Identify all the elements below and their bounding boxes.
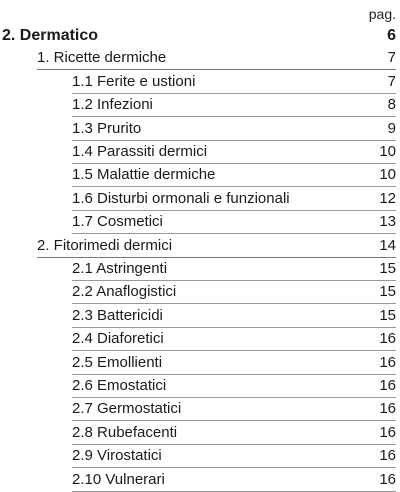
toc-subsection-row[interactable] bbox=[72, 281, 396, 304]
toc-entry-title: 2.10 Vulnerari bbox=[72, 470, 165, 488]
toc-subsection-row[interactable] bbox=[72, 422, 396, 445]
toc-page-number: 15 bbox=[379, 283, 396, 301]
toc-entry-title: 1.2 Infezioni bbox=[72, 96, 153, 114]
toc-subsection-row[interactable] bbox=[72, 469, 396, 492]
toc-entry-title: 2.7 Germostatici bbox=[72, 400, 182, 418]
toc-entry-title: 1.7 Cosmetici bbox=[72, 213, 163, 231]
toc-page-number: 10 bbox=[379, 143, 396, 160]
toc-entry-title: 2.2 Anaflogistici bbox=[72, 283, 177, 301]
toc-entry-title: 2.4 Diaforetici bbox=[72, 330, 164, 348]
toc-page-number: 15 bbox=[379, 306, 396, 324]
toc-subsection-row[interactable] bbox=[72, 188, 396, 211]
toc-entry-title: 1.5 Malattie dermiche bbox=[72, 166, 216, 184]
toc-subsection-row[interactable] bbox=[72, 445, 396, 468]
toc-entry-title: 2. Fitorimedi dermici bbox=[37, 236, 173, 254]
toc-subsection-row[interactable] bbox=[72, 164, 396, 187]
toc-page-number: 8 bbox=[387, 96, 396, 114]
toc-entry-title: 1.3 Prurito bbox=[72, 119, 142, 137]
toc-subsection-row[interactable] bbox=[72, 258, 396, 281]
toc-entry-title: 1.6 Disturbi ormonali e funzionali bbox=[72, 189, 290, 207]
toc-subsection-row[interactable] bbox=[72, 211, 396, 234]
toc-subsection-row[interactable] bbox=[72, 375, 396, 398]
toc-subsection-row[interactable] bbox=[72, 118, 396, 141]
toc-page-number: 10 bbox=[379, 166, 396, 184]
toc-page-number: 16 bbox=[379, 423, 396, 441]
toc-subsection-row[interactable] bbox=[72, 141, 396, 164]
toc-section-row[interactable] bbox=[37, 235, 396, 258]
toc-entry-title: 2.5 Emollienti bbox=[72, 353, 163, 371]
toc-entry-title: 2.9 Virostatici bbox=[72, 447, 162, 465]
toc-page-number: 7 bbox=[387, 49, 396, 67]
toc-page-number: 7 bbox=[387, 72, 396, 90]
toc-subsection-row[interactable] bbox=[72, 305, 396, 328]
toc-entry-title: 2.3 Battericidi bbox=[72, 306, 163, 324]
toc-chapter-row[interactable] bbox=[2, 24, 396, 47]
toc-entry-title: 2.6 Emostatici bbox=[72, 377, 167, 394]
toc-page-number: 16 bbox=[379, 377, 396, 394]
toc-page-number: 13 bbox=[379, 213, 396, 231]
toc-entry-title: 1.4 Parassiti dermici bbox=[72, 143, 208, 160]
toc-page-number: 16 bbox=[379, 330, 396, 348]
toc-page-number: 16 bbox=[379, 470, 396, 488]
toc-entry-title: 2. Dermatico bbox=[2, 27, 99, 44]
toc-page-number: 16 bbox=[379, 353, 396, 371]
toc-entry-title: 2.8 Rubefacenti bbox=[72, 423, 178, 441]
toc-page-number: 14 bbox=[379, 236, 396, 254]
toc-entry-title: 2.1 Astringenti bbox=[72, 260, 168, 277]
toc-page-number: 15 bbox=[379, 260, 396, 277]
toc-subsection-row[interactable] bbox=[72, 352, 396, 375]
toc-entry-title: 1.1 Ferite e ustioni bbox=[72, 72, 196, 90]
toc-subsection-row[interactable] bbox=[72, 398, 396, 421]
page-column-header: pag. bbox=[368, 6, 396, 22]
toc-section-row[interactable] bbox=[37, 47, 396, 70]
toc-page-number: 16 bbox=[379, 400, 396, 418]
toc-subsection-row[interactable] bbox=[72, 94, 396, 117]
toc-page-number: 16 bbox=[379, 447, 396, 465]
toc-subsection-row[interactable] bbox=[72, 328, 396, 351]
toc-subsection-row[interactable] bbox=[72, 71, 396, 94]
toc-entry-title: 1. Ricette dermiche bbox=[37, 49, 167, 67]
toc-page-number: 6 bbox=[387, 27, 396, 44]
toc-page-number: 9 bbox=[387, 119, 396, 137]
toc-page-number: 12 bbox=[379, 189, 396, 207]
